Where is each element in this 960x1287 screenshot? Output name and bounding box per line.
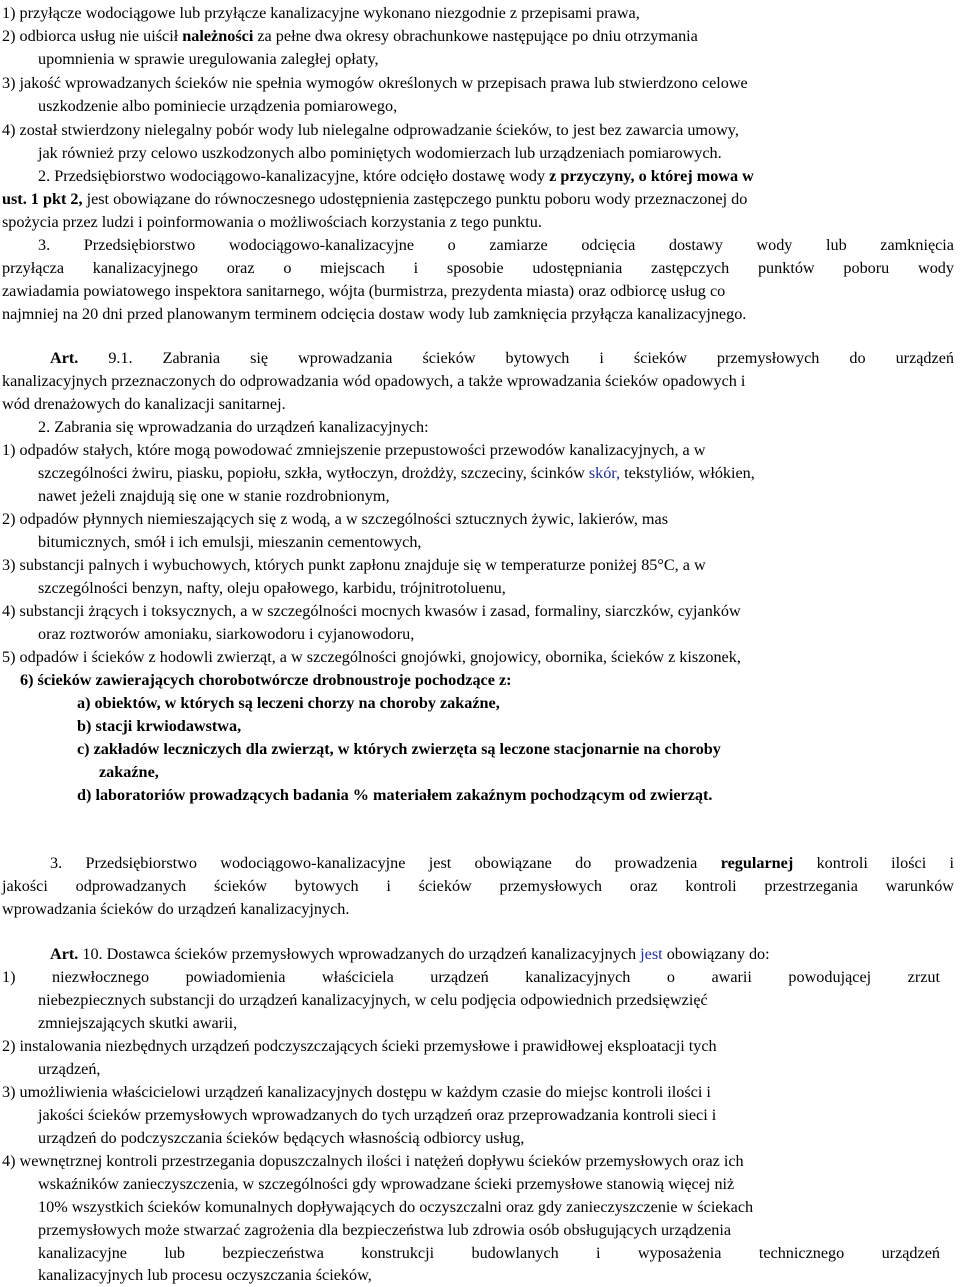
list-item: 3) jakość wprowadzanych ścieków nie spełnia wymogów określonych w przepisach prawa lub stwierdzono celowe <box>2 74 748 92</box>
list-item: 6) ścieków zawierających chorobotwórcze drobnoustroje pochodzące z: <box>20 671 512 689</box>
paragraph: wód drenażowych do kanalizacji sanitarnej. <box>2 395 286 413</box>
list-item-continuation: wskaźników zanieczyszczenia, w szczególności gdy wprowadzane ścieki przemysłowe stanowią więcej niż <box>38 1175 735 1193</box>
list-item: 2) instalowania niezbędnych urządzeń podczyszczających ścieki przemysłowe i prawidłowej eksploatacji tych <box>2 1037 717 1055</box>
list-item-continuation: nawet jeżeli znajdują się one w stanie rozdrobnionym, <box>38 487 390 505</box>
list-item: 3) substancji palnych i wybuchowych, których punkt zapłonu znajduje się w temperaturze poniżej 85°C, a w <box>2 556 706 574</box>
list-item-continuation: uszkodzenie albo pominiecie urządzenia pomiarowego, <box>38 97 398 115</box>
list-item: 1) odpadów stałych, które mogą powodować zmniejszenie przepustowości przewodów kanalizacyjnych, a w <box>2 441 706 459</box>
paragraph: 3. Przedsiębiorstwo wodociągowo-kanalizacyjne jest obowiązane do prowadzenia regularnej kontroli ilości i <box>50 854 955 872</box>
list-item: 4) został stwierdzony nielegalny pobór wody lub nielegalne odprowadzanie ścieków, to jest bez zawarcia umowy, <box>2 121 739 139</box>
list-item: 1) niezwłocznego powiadomienia właściciela urządzeń kanalizacyjnych o awarii powodującej zrzut <box>2 968 940 986</box>
paragraph: 3. Przedsiębiorstwo wodociągowo-kanalizacyjne o zamiarze odcięcia dostawy wody lub zamknięcia <box>38 236 954 254</box>
list-item-continuation: urządzeń, <box>38 1060 101 1078</box>
list-item-continuation: urządzeń do podczyszczania ścieków będących własnością odbiorcy usług, <box>38 1129 525 1147</box>
list-item: 2) odbiorca usług nie uiścił należności za pełne dwa okresy obrachunkowe następujące po dniu otrzymania <box>2 27 698 45</box>
list-item-continuation: 10% wszystkich ścieków komunalnych dopływających do oczyszczalni oraz gdy zanieczyszczenie w ściekach <box>38 1198 754 1216</box>
paragraph: ust. 1 pkt 2, jest obowiązane do równoczesnego udostępnienia zastępczego punktu poboru wody przeznaczonej do <box>2 190 748 208</box>
list-item-continuation: kanalizacyjnych lub procesu oczyszczania ścieków, <box>38 1266 372 1284</box>
sub-list-item-continuation: zakaźne, <box>99 763 159 781</box>
paragraph: zawiadamia powiatowego inspektora sanitarnego, wójta (burmistrza, prezydenta miasta) oraz odbiorcę usług co <box>2 282 726 300</box>
list-item-continuation: szczególności benzyn, nafty, oleju opałowego, karbidu, trójnitrotoluenu, <box>38 579 506 597</box>
list-item-continuation: bitumicznych, smół i ich emulsji, mieszanin cementowych, <box>38 533 422 551</box>
list-item-continuation: jakości ścieków przemysłowych wprowadzanych do tych urządzeń oraz przeprowadzania kontroli sieci i <box>38 1106 717 1124</box>
list-item-continuation: zmniejszających skutki awarii, <box>38 1014 238 1032</box>
list-item-continuation: jak również przy celowo uszkodzonych albo pominiętych wodomierzach lub urządzeniach pomiarowych. <box>38 144 722 162</box>
list-item-continuation: przemysłowych może stwarzać zagrożenia dla bezpieczeństwa lub zdrowia osób obsługujących urządzenia <box>38 1221 732 1239</box>
list-item-continuation: oraz roztworów amoniaku, siarkowodoru i cyjanowodoru, <box>38 625 415 643</box>
paragraph: wprowadzania ścieków do urządzeń kanalizacyjnych. <box>2 900 350 918</box>
sub-list-item: a) obiektów, w których są leczeni chorzy na choroby zakaźne, <box>77 694 500 712</box>
list-item-continuation: kanalizacyjne lub bezpieczeństwa konstrukcji budowlanych i wyposażenia technicznego urządzeń <box>38 1244 940 1262</box>
list-item: 4) wewnętrznej kontroli przestrzegania dopuszczalnych ilości i natężeń dopływu ścieków przemysłowych oraz ich <box>2 1152 744 1170</box>
list-item-continuation: szczególności żwiru, piasku, popiołu, szkła, wytłoczyn, drożdży, szczeciny, ścinków skór, tekstyliów, włókien, <box>38 464 755 482</box>
list-item: 5) odpadów i ścieków z hodowli zwierząt, a w szczególności gnojówki, gnojowicy, obornika, ścieków z kiszonek, <box>2 648 741 666</box>
list-item: 2) odpadów płynnych niemieszających się z wodą, a w szczególności sztucznych żywic, lakierów, mas <box>2 510 668 528</box>
list-item: 4) substancji żrących i toksycznych, a w szczególności mocnych kwasów i zasad, formaliny, siarczków, cyjanków <box>2 602 741 620</box>
sub-list-item: c) zakładów leczniczych dla zwierząt, w których zwierzęta są leczone stacjonarnie na choroby <box>77 740 721 758</box>
list-item: 3) umożliwienia właścicielowi urządzeń kanalizacyjnych dostępu w każdym czasie do miejsc kontroli ilości i <box>2 1083 711 1101</box>
sub-list-item: b) stacji krwiodawstwa, <box>77 717 242 735</box>
article-heading: Art. 9.1. Zabrania się wprowadzania ścieków bytowych i ścieków przemysłowych do urządzeń <box>50 349 954 367</box>
paragraph: kanalizacyjnych przeznaczonych do odprowadzania wód opadowych, a także wprowadzania ścieków opadowych i <box>2 372 746 390</box>
paragraph: najmniej na 20 dni przed planowanym terminem odcięcia dostaw wody lub zamknięcia przyłącza kanalizacyjnego. <box>2 305 747 323</box>
paragraph: 2. Zabrania się wprowadzania do urządzeń kanalizacyjnych: <box>38 418 429 436</box>
paragraph: spożycia przez ludzi i poinformowania o możliwościach korzystania z tego punktu. <box>2 213 542 231</box>
paragraph: przyłącza kanalizacyjnego oraz o miejscach i sposobie udostępniania zastępczych punktów poboru wody <box>2 259 954 277</box>
paragraph: jakości odprowadzanych ścieków bytowych i ścieków przemysłowych oraz kontroli przestrzegania warunków <box>2 877 954 895</box>
sub-list-item: d) laboratoriów prowadzących badania % materiałem zakaźnym pochodzącym od zwierząt. <box>77 786 713 804</box>
article-heading: Art. 10. Dostawca ścieków przemysłowych wprowadzanych do urządzeń kanalizacyjnych jest obowiązany do: <box>50 945 770 963</box>
paragraph: 2. Przedsiębiorstwo wodociągowo-kanalizacyjne, które odcięło dostawę wody z przyczyny, o której mowa w <box>38 167 754 185</box>
list-item-continuation: upomnienia w sprawie uregulowania zaległej opłaty, <box>38 50 379 68</box>
list-item-continuation: niebezpiecznych substancji do urządzeń kanalizacyjnych, w celu podjęcia odpowiednich przedsięwzięć <box>38 991 708 1009</box>
list-item: 1) przyłącze wodociągowe lub przyłącze kanalizacyjne wykonano niezgodnie z przepisami prawa, <box>2 4 640 22</box>
